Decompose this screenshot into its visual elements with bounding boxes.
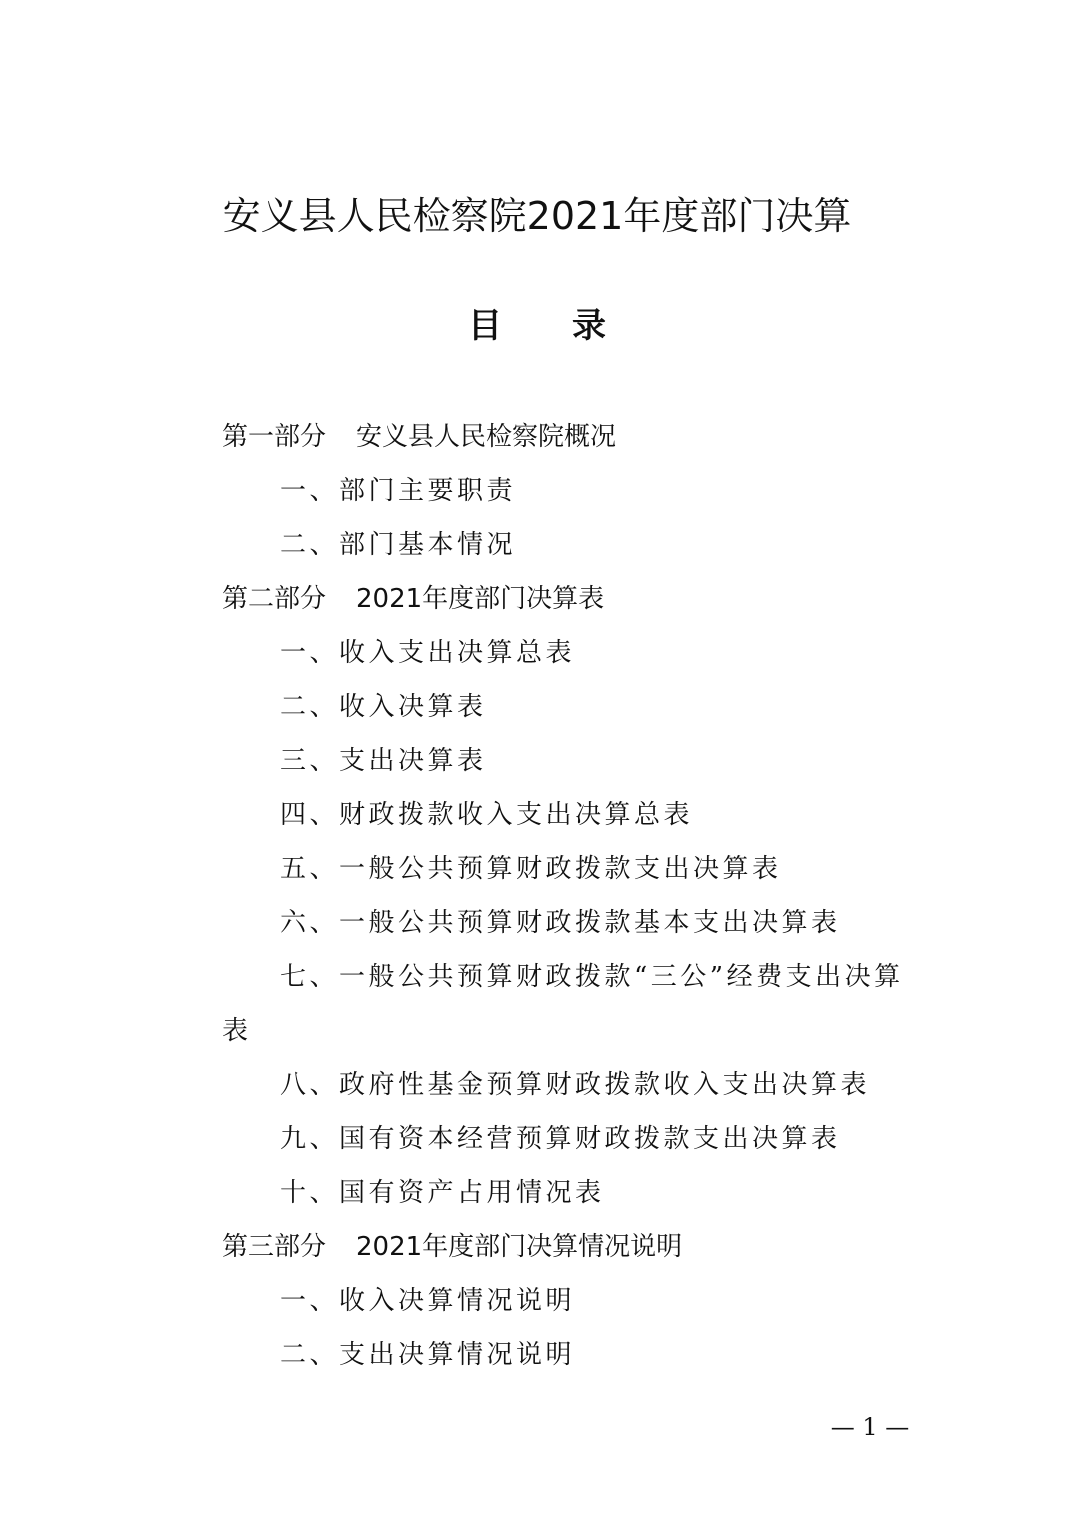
toc-item[interactable]: 十、国有资产占用情况表	[280, 1178, 605, 1208]
toc-item[interactable]: 六、一般公共预算财政拨款基本支出决算表	[280, 908, 841, 938]
toc-item[interactable]: 一、收入支出决算总表	[280, 638, 576, 668]
document-title: 安义县人民检察院2021年度部门决算	[222, 194, 852, 238]
toc-item[interactable]: 八、政府性基金预算财政拨款收入支出决算表	[280, 1070, 871, 1100]
toc-item[interactable]: 二、收入决算表	[280, 692, 487, 722]
toc-part-title: 安义县人民检察院概况	[356, 422, 617, 452]
toc-item[interactable]: 二、支出决算情况说明	[280, 1340, 576, 1370]
toc-part-title: 2021年度部门决算情况说明	[356, 1232, 683, 1262]
toc-heading-char-2: 录	[572, 306, 606, 346]
toc-part-1[interactable]	[222, 414, 922, 468]
toc-item[interactable]: 二、部门基本情况	[280, 530, 517, 560]
table-of-contents	[222, 414, 922, 1386]
toc-item[interactable]: 三、支出决算表	[280, 746, 487, 776]
toc-item[interactable]: 五、一般公共预算财政拨款支出决算表	[280, 854, 782, 884]
toc-part-number: 第三部分	[222, 1232, 327, 1262]
toc-part-number: 第二部分	[222, 584, 327, 614]
toc-item[interactable]: 九、国有资本经营预算财政拨款支出决算表	[280, 1124, 841, 1154]
toc-item[interactable]: 四、财政拨款收入支出决算总表	[280, 800, 694, 830]
toc-item[interactable]: 一、部门主要职责	[280, 476, 517, 506]
toc-part-title: 2021年度部门决算表	[356, 584, 605, 614]
toc-item[interactable]: 七、一般公共预算财政拨款“三公”经费支出决算表	[222, 962, 904, 1046]
page-number: — 1 —	[830, 1413, 910, 1441]
toc-heading-char-1: 目	[468, 306, 502, 346]
toc-part-number: 第一部分	[222, 422, 327, 452]
toc-item[interactable]: 一、收入决算情况说明	[280, 1286, 576, 1316]
toc-heading	[0, 302, 1074, 350]
toc-part-2[interactable]	[222, 576, 922, 630]
toc-part-3[interactable]	[222, 1224, 922, 1278]
